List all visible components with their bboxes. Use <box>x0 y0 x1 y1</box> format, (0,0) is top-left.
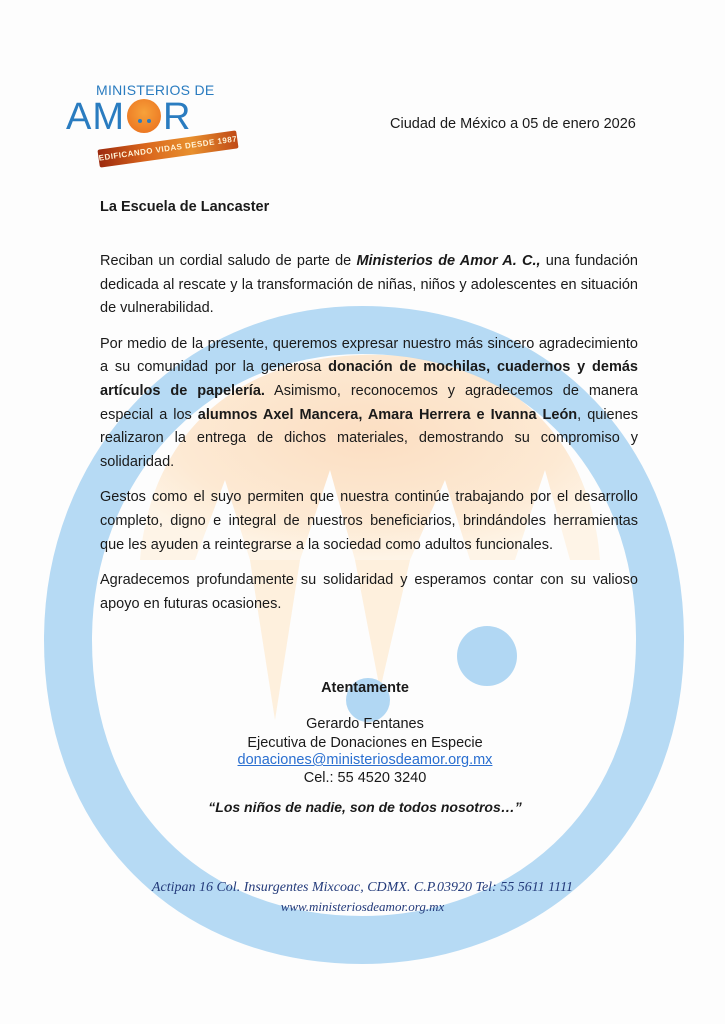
signer-phone: Cel.: 55 4520 3240 <box>303 770 427 786</box>
date-line: Ciudad de México a 05 de enero 2026 <box>390 116 636 132</box>
paragraph-closing: Agradecemos profundamente su solidaridad y esperamos contar con su valioso apoyo en futuras ocasiones. <box>100 572 638 612</box>
logo-top-text: MINISTERIOS DE <box>96 82 215 98</box>
donation-description: donación de mochilas, cuadernos y demás artículos de papelería. <box>100 359 638 399</box>
paragraph-thanks: Por medio de la presente, queremos expresar nuestro más sincero agradecimiento a su comunidad por la generosa donación de mochilas, cuadernos y demás artículos de papelería. Asimismo, reconocemos y agradecemos de manera especial a los alumnos Axel Mancera, Amara Herrera e Ivanna León, quienes realizaron la entrega de dichos materiales, demostrando su compromiso y solidaridad. <box>100 335 638 470</box>
organization-name: Ministerios de Amor A. C., <box>356 253 541 269</box>
signer-name: Gerardo Fentanes <box>306 716 424 732</box>
logo-main-text <box>66 96 191 139</box>
letter-body <box>100 250 638 628</box>
logo-ribbon: EDIFICANDO VIDAS DESDE 1987 <box>97 130 238 167</box>
organization-logo <box>58 78 248 178</box>
signer-role: Ejecutiva de Donaciones en Especie <box>247 735 483 751</box>
paragraph-impact: Gestos como el suyo permiten que nuestra continúe trabajando por el desarrollo completo, digno e integral de nuestros beneficiarios, brindándoles herramientas que les ayuden a reintegrarse a la sociedad como adultos funcionales. <box>100 489 638 553</box>
students-names: alumnos Axel Mancera, Amara Herrera e Ivanna León <box>197 406 578 423</box>
logo-main-text-b: R <box>163 96 192 138</box>
closing-salutation: Atentamente <box>321 680 409 696</box>
logo-main-text-a: AM <box>66 96 125 138</box>
footer-website: www.ministeriosdeamor.org.mx <box>280 899 445 914</box>
motto: “Los niños de nadie, son de todos nosotros…” <box>208 799 522 815</box>
paragraph-greeting: Reciban un cordial saludo de parte de Ministerios de Amor A. C., una fundación dedicada al rescate y la transformación de niñas, niños y adolescentes en situación de vulnerabilidad. <box>100 253 639 317</box>
signer-email-link[interactable]: donaciones@ministeriosdeamor.org.mx <box>237 752 493 768</box>
footer-address: Actipan 16 Col. Insurgentes Mixcoac, CDMX. C.P.03920 Tel: 55 5611 1111 <box>151 880 574 895</box>
logo-face-icon <box>127 99 161 133</box>
recipient: La Escuela de Lancaster <box>100 199 270 215</box>
